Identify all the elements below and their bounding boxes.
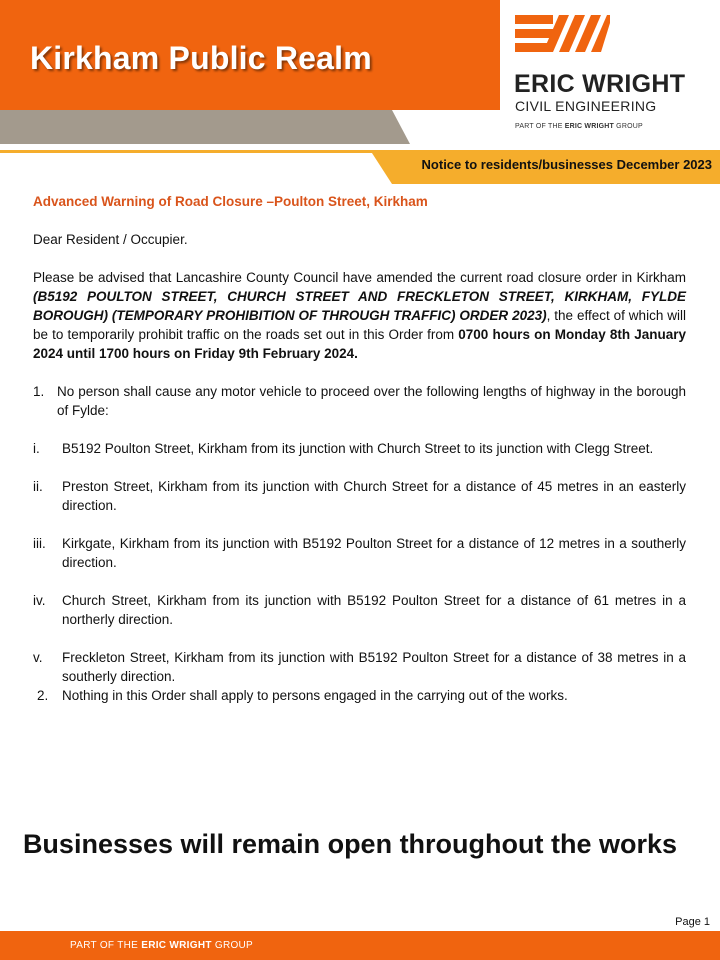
logo-group-line [515,123,643,130]
intro-text-2: , the effect of which will be to temporarily prohibit traffic on the roads set out in this Order from [33,308,686,342]
footer-banner [0,931,720,960]
eric-wright-mark-icon [515,15,610,65]
eric-wright-logo [510,10,715,140]
road-item [33,648,686,686]
logo-group-name: ERIC WRIGHT [564,123,615,130]
point-number: 1. [33,384,45,399]
road-number: ii. [33,479,43,494]
point-number: 2. [37,688,49,703]
logo-group-suffix: GROUP [616,123,643,130]
point-text: Nothing in this Order shall apply to persons engaged in the carrying out of the works. [62,688,568,703]
road-text: B5192 Poulton Street, Kirkham from its junction with Church Street to its junction with Clegg Street. [62,441,654,456]
footer-group-name: ERIC WRIGHT [141,940,212,951]
road-text: Preston Street, Kirkham from its junction with Church Street for a distance of 45 metres in an easterly direction. [62,479,686,513]
road-item [33,439,686,458]
letter-body [33,186,686,705]
footer-group-suffix: GROUP [214,940,254,951]
logo-group-prefix: PART OF THE [515,123,563,130]
road-number: iii. [33,536,46,551]
letter-salutation: Dear Resident / Occupier. [33,232,188,247]
road-item [33,534,686,572]
logo-subtitle: CIVIL ENGINEERING [515,98,657,114]
point-text: No person shall cause any motor vehicle to proceed over the following lengths of highway in the borough of Fylde: [57,384,686,418]
page-title: Kirkham Public Realm [30,40,372,76]
closing-statement: Businesses will remain open throughout the works [22,829,678,859]
order-point-1 [33,382,686,420]
order-point-2 [33,686,686,705]
page-number: Page 1 [675,916,710,928]
order-title: (B5192 POULTON STREET, CHURCH STREET AND FRECKLETON STREET, KIRKHAM, FYLDE BOROUGH) (TEMPORARY PROHIBITION OF THROUGH TRAFFIC) ORDER 2023) [33,289,686,323]
road-item [33,477,686,515]
footer-group-prefix: PART OF THE [70,940,139,951]
header-grey-band [0,110,410,144]
road-text: Freckleton Street, Kirkham from its junction with B5192 Poulton Street for a distance of 38 metres in a southerly direction. [62,650,686,684]
road-item [33,591,686,629]
road-number: i. [33,441,40,456]
road-number: v. [33,650,43,665]
road-number: iv. [33,593,46,608]
intro-text-1: Please be advised that Lancashire County Council have amended the current road closure order in Kirkham [33,270,686,285]
letter-intro [33,268,686,363]
road-text: Church Street, Kirkham from its junction with B5192 Poulton Street for a distance of 61 metres in a northerly direction. [62,593,686,627]
footer-group-line [70,940,253,951]
header-banner [0,0,500,110]
road-text: Kirkgate, Kirkham from its junction with B5192 Poulton Street for a distance of 12 metres in a southerly direction. [62,536,686,570]
notice-label: Notice to residents/businesses December 2023 [421,157,712,172]
letter-subject: Advanced Warning of Road Closure –Poulton Street, Kirkham [33,194,428,209]
closure-dates: 0700 hours on Monday 8th January 2024 until 1700 hours on Friday 9th February 2024. [33,327,686,361]
logo-name: ERIC WRIGHT [514,70,686,98]
